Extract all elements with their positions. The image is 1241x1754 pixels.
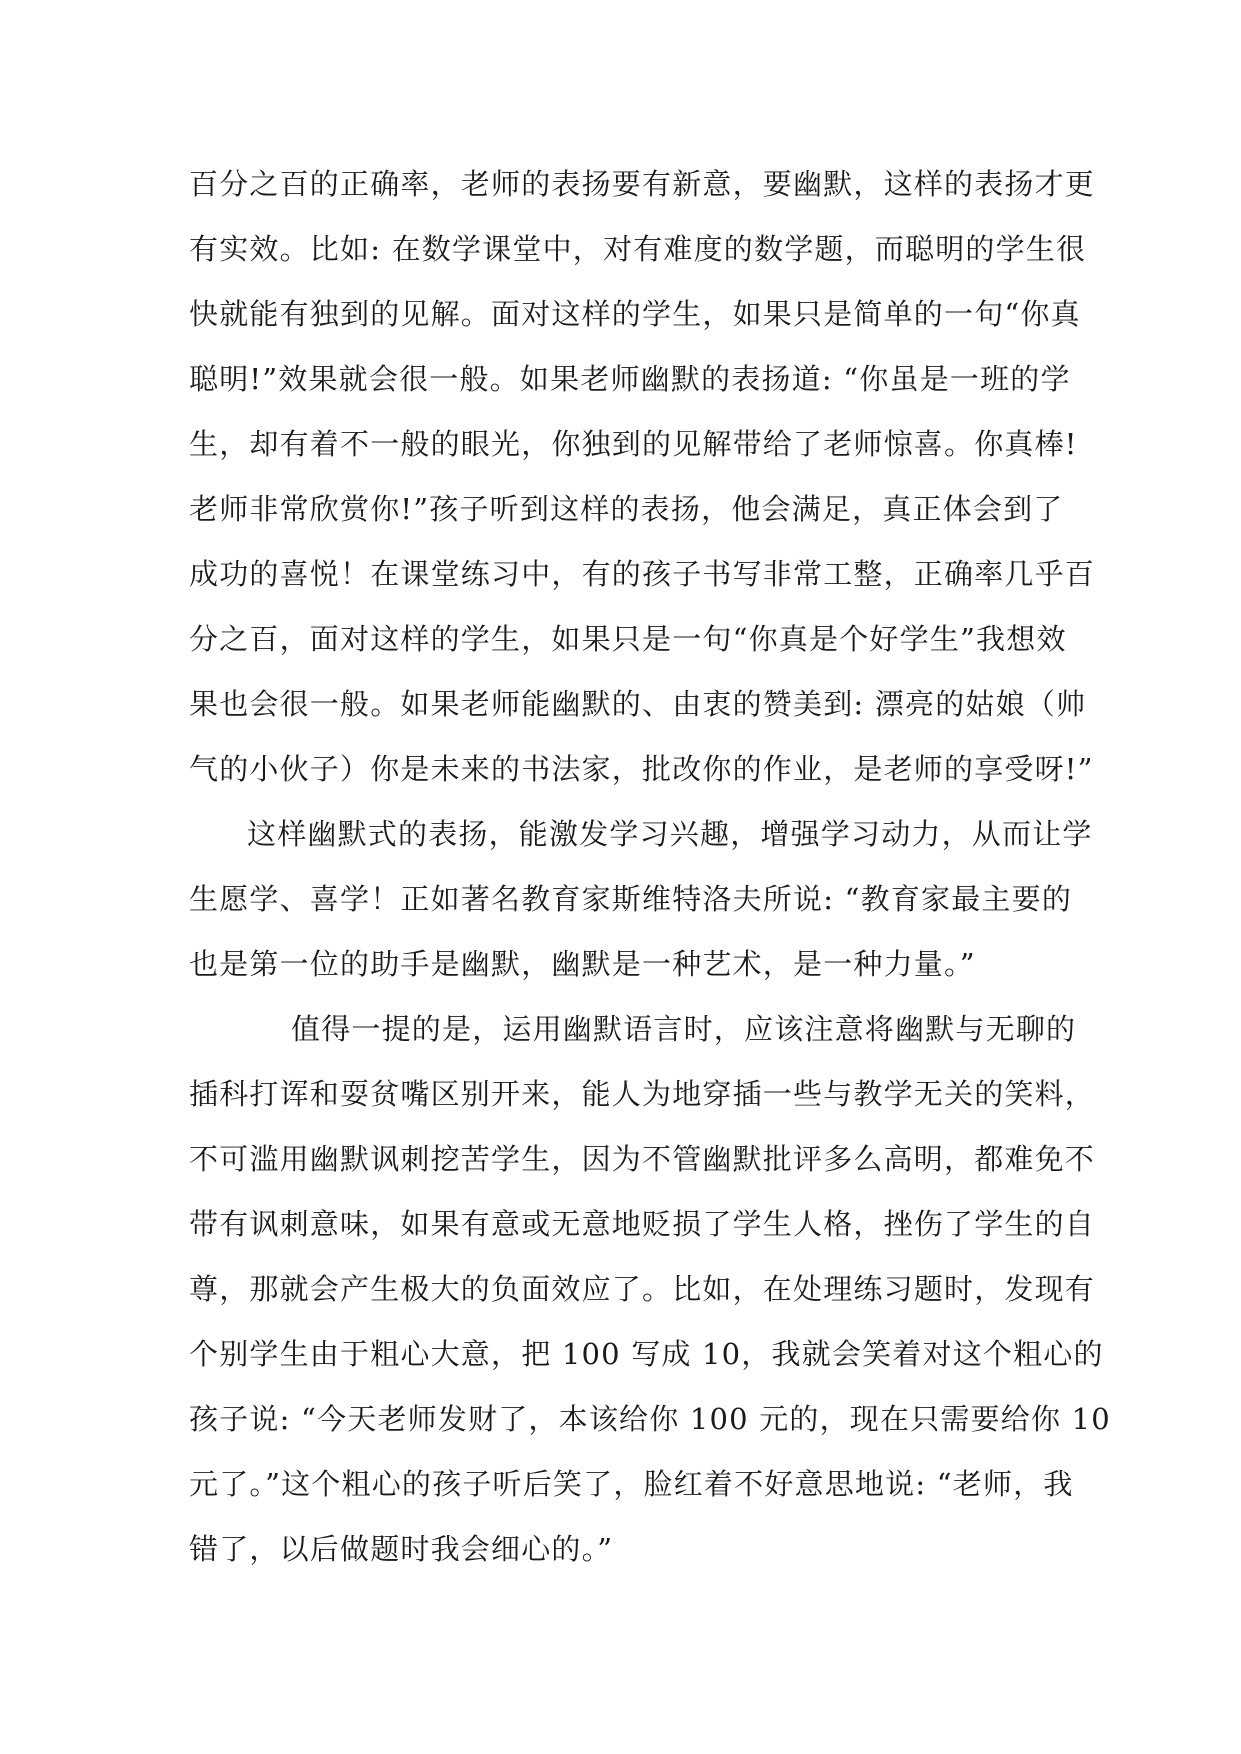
paragraph-start-line: 值得一提的是，运用幽默语言时，应该注意将幽默与无聊的 [291, 1012, 1077, 1046]
text-line: 尊，那就会产生极大的负面效应了。比如，在处理练习题时，发现有 [189, 1272, 1096, 1306]
text-line: 聪明!”效果就会很一般。如果老师幽默的表扬道: “你虽是一班的学 [189, 362, 1071, 396]
text-line: 成功的喜悦！在课堂练习中，有的孩子书写非常工整，正确率几乎百 [189, 557, 1096, 591]
text-line: 老师非常欣赏你!”孩子听到这样的表扬，他会满足，真正体会到了 [189, 492, 1064, 526]
text-line: 有实效。比如: 在数学课堂中，对有难度的数学题，而聪明的学生很 [189, 232, 1087, 266]
text-line: 百分之百的正确率，老师的表扬要有新意，要幽默，这样的表扬才更 [189, 167, 1096, 201]
text-line: 分之百，面对这样的学生，如果只是一句“你真是个好学生”我想效 [189, 622, 1067, 656]
text-line: 错了，以后做题时我会细心的。” [189, 1532, 614, 1566]
text-line: 快就能有独到的见解。面对这样的学生，如果只是简单的一句“你真 [189, 297, 1081, 331]
text-line: 果也会很一般。如果老师能幽默的、由衷的赞美到: 漂亮的姑娘（帅 [189, 687, 1087, 721]
text-line: 不可滥用幽默讽刺挖苦学生，因为不管幽默批评多么高明，都难免不 [189, 1142, 1096, 1176]
text-line: 气的小伙子）你是未来的书法家，批改你的作业，是老师的享受呀!” [189, 752, 1094, 786]
text-line: 生，却有着不一般的眼光，你独到的见解带给了老师惊喜。你真棒! [189, 427, 1078, 461]
body-text [189, 160, 1111, 1590]
text-line: 元了。”这个粗心的孩子听后笑了，脸红着不好意思地说: “老师，我 [189, 1467, 1074, 1501]
text-line: 插科打诨和耍贫嘴区别开来，能人为地穿插一些与教学无关的笑料， [189, 1077, 1096, 1111]
text-line: 生愿学、喜学！正如著名教育家斯维特洛夫所说: “教育家最主要的 [189, 882, 1073, 916]
text-line: 个别学生由于粗心大意，把 100 写成 10，我就会笑着对这个粗心的 [189, 1337, 1104, 1371]
paragraph-start-line: 这样幽默式的表扬，能激发学习兴趣，增强学习动力，从而让学 [247, 817, 1093, 851]
text-line: 带有讽刺意味，如果有意或无意地贬损了学生人格，挫伤了学生的自 [189, 1207, 1096, 1241]
text-line: 孩子说: “今天老师发财了，本该给你 100 元的，现在只需要给你 10 [189, 1402, 1111, 1436]
text-line: 也是第一位的助手是幽默，幽默是一种艺术，是一种力量。” [189, 947, 976, 981]
